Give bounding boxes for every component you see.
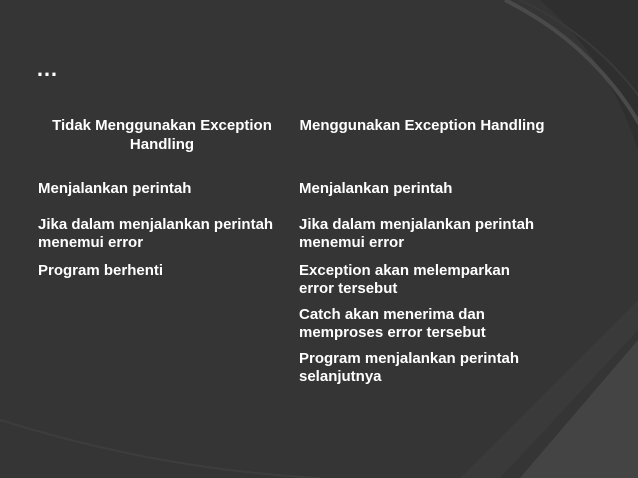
right-row-4: Catch akan menerima dan memproses error tersebut: [299, 306, 486, 341]
left-row-1: Menjalankan perintah: [38, 180, 192, 197]
right-row-1: Menjalankan perintah: [299, 180, 453, 197]
right-row-3: Exception akan melemparkan error tersebut: [299, 262, 510, 297]
slide-title: …: [36, 56, 60, 81]
right-row-5: Program menjalankan perintah selanjutnya: [299, 350, 520, 385]
left-row-3: Program berhenti: [38, 262, 164, 279]
header-right: Menggunakan Exception Handling: [299, 117, 545, 134]
left-row-2: Jika dalam menjalankan perintah menemui error: [38, 216, 274, 251]
right-row-2: Jika dalam menjalankan perintah menemui error: [299, 216, 535, 251]
header-left: Tidak Menggunakan Exception Handling: [52, 117, 272, 153]
